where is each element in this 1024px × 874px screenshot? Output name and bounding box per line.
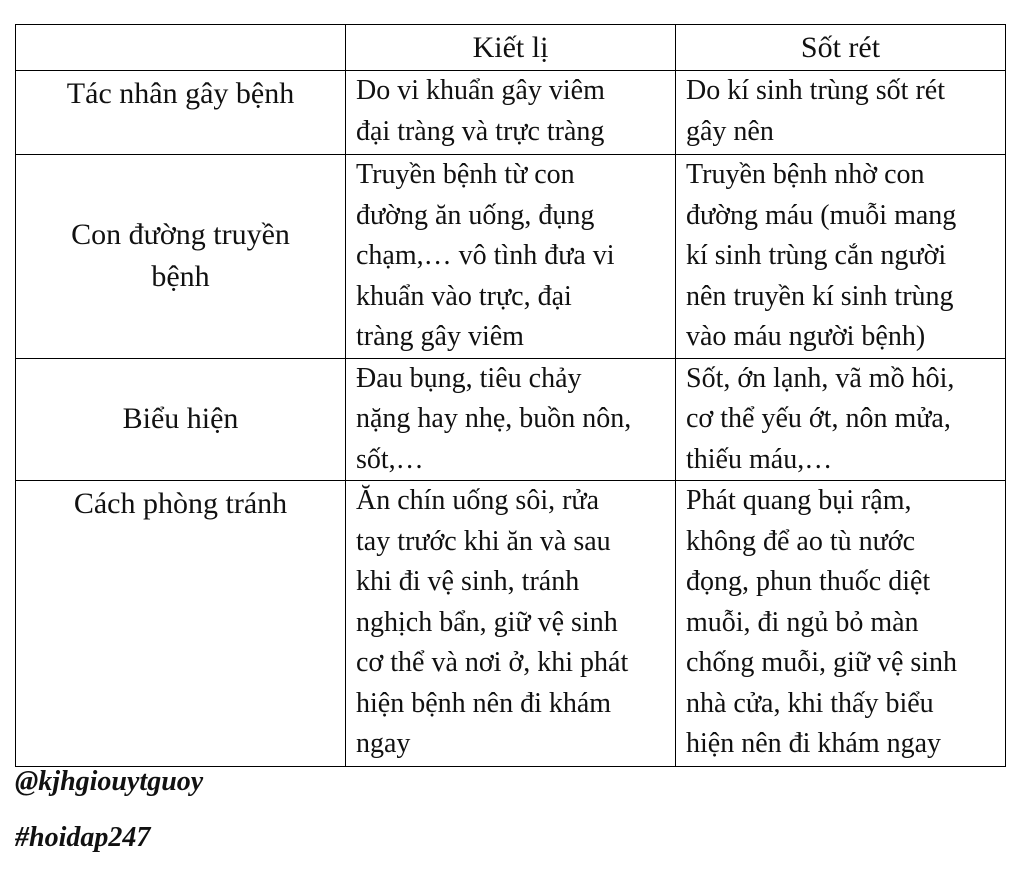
cell-malaria-agent: Do kí sinh trùng sốt rét gây nên [676, 71, 1006, 155]
site-hashtag: #hoidap247 [15, 822, 151, 853]
cell-dysentery-transmission: Truyền bệnh từ con đường ăn uống, đụng chạm,… vô tình đưa vi khuẩn vào trực, đại tràng gây viêm [346, 155, 676, 359]
cell-malaria-symptoms: Sốt, ớn lạnh, vã mồ hôi, cơ thể yếu ớt, nôn mửa, thiếu máu,… [676, 358, 1006, 481]
comparison-table [15, 24, 1006, 767]
table-row [16, 358, 1006, 481]
row-label-symptoms: Biểu hiện [16, 358, 346, 481]
table-header-row [16, 25, 1006, 71]
author-watermark: @kjhgiouytguoy [15, 766, 204, 797]
cell-malaria-prevention: Phát quang bụi rậm, không để ao tù nước đọng, phun thuốc diệt muỗi, đi ngủ bỏ màn chống muỗi, giữ vệ sinh nhà cửa, khi thấy biểu hiện nên đi khám ngay [676, 481, 1006, 767]
header-empty-cell [16, 25, 346, 71]
header-malaria: Sốt rét [676, 25, 1006, 71]
cell-dysentery-prevention: Ăn chín uống sôi, rửa tay trước khi ăn và sau khi đi vệ sinh, tránh nghịch bẩn, giữ vệ sinh cơ thể và nơi ở, khi phát hiện bệnh nên đi khám ngay [346, 481, 676, 767]
cell-malaria-transmission: Truyền bệnh nhờ con đường máu (muỗi mang kí sinh trùng cắn người nên truyền kí sinh trùng vào máu người bệnh) [676, 155, 1006, 359]
row-label-prevention: Cách phòng tránh [16, 481, 346, 767]
cell-dysentery-agent: Do vi khuẩn gây viêm đại tràng và trực tràng [346, 71, 676, 155]
header-dysentery: Kiết lị [346, 25, 676, 71]
row-label-transmission: Con đường truyền bệnh [16, 155, 346, 359]
cell-dysentery-symptoms: Đau bụng, tiêu chảy nặng hay nhẹ, buồn nôn, sốt,… [346, 358, 676, 481]
table-row [16, 155, 1006, 359]
row-label-agent: Tác nhân gây bệnh [16, 71, 346, 155]
table-row [16, 71, 1006, 155]
table-row [16, 481, 1006, 767]
